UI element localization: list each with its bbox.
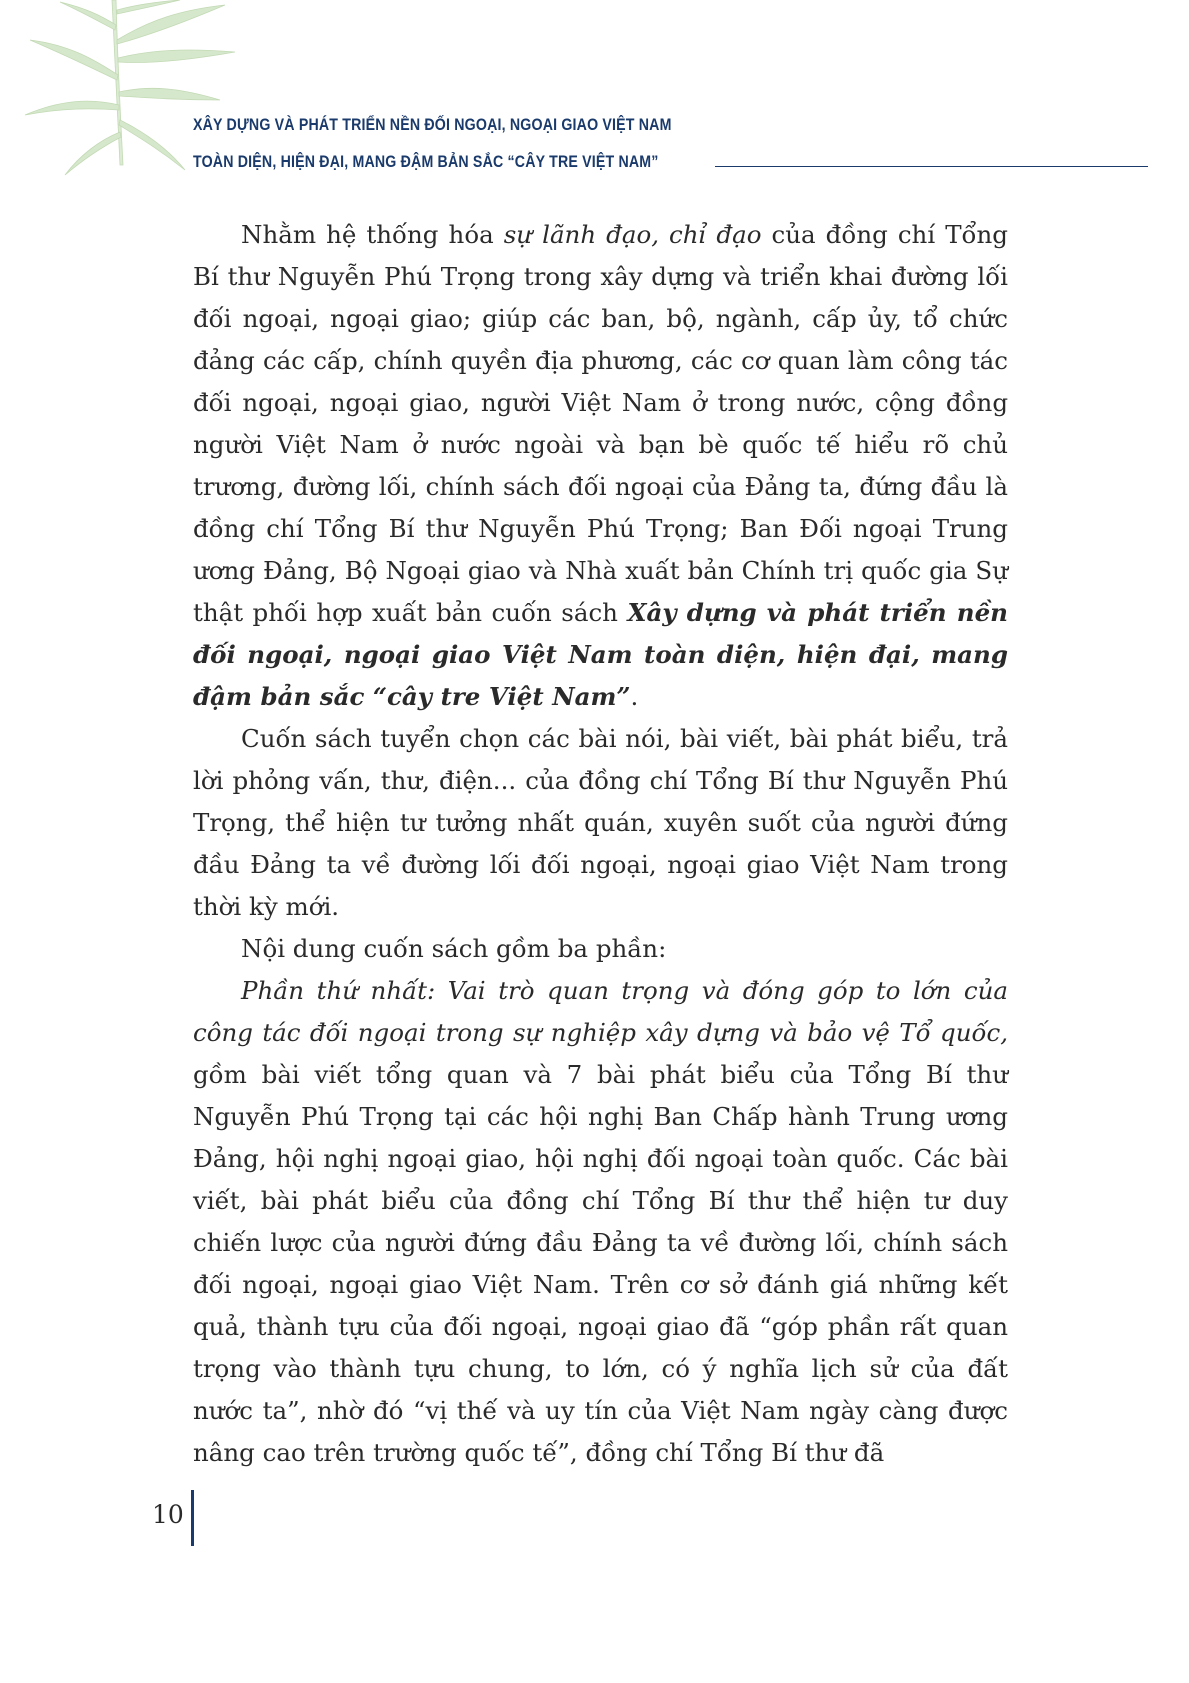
paragraph-2: Cuốn sách tuyển chọn các bài nói, bài viết, bài phát biểu, trả lời phỏng vấn, thư, điện... của đồng chí Tổng Bí thư Nguyễn Phú Trọng, thể hiện tư tưởng nhất quán, xuyên suốt của người đứng đầu Đảng ta về đường lối đối ngoại, ngoại giao Việt Nam trong thời kỳ mới. — [193, 724, 1008, 921]
header-title-line-1: XÂY DỰNG VÀ PHÁT TRIỂN NỀN ĐỐI NGOẠI, NGOẠI GIAO VIỆT NAM — [193, 116, 672, 134]
book-title: Xây dựng và phát triển nền đối ngoại, ngoại giao Việt Nam toàn diện, hiện đại, mang đậm bản sắc “cây tre Việt Nam” — [193, 598, 1008, 711]
page-body — [193, 214, 1008, 1474]
header-row-2 — [193, 150, 1148, 174]
paragraph-4 — [193, 970, 1008, 1474]
paragraph-4-text: gồm bài viết tổng quan và 7 bài phát biểu của Tổng Bí thư Nguyễn Phú Trọng tại các hội nghị Ban Chấp hành Trung ương Đảng, hội nghị ngoại giao, hội nghị đối ngoại toàn quốc. Các bài viết, bài phát biểu của đồng chí Tổng Bí thư thể hiện tư duy chiến lược của người đứng đầu Đảng ta về đường lối, chính sách đối ngoại, ngoại giao Việt Nam. Trên cơ sở đánh giá những kết quả, thành tựu của đối ngoại, ngoại giao đã “góp phần rất quan trọng vào thành tựu chung, to lớn, có ý nghĩa lịch sử của đất nước ta”, nhờ đó “vị thế và uy tín của Việt Nam ngày càng được nâng cao trên trường quốc tế”, đồng chí Tổng Bí thư đã — [193, 1060, 1008, 1467]
paragraph-3: Nội dung cuốn sách gồm ba phần: — [241, 934, 667, 963]
running-header — [193, 113, 1148, 174]
paragraph-1-text-e: . — [630, 682, 639, 711]
page-number: 10 — [152, 1500, 184, 1529]
paragraph-1-text-c: của đồng chí Tổng Bí thư Nguyễn Phú Trọng trong xây dựng và triển khai đường lối đối ngoại, ngoại giao; giúp các ban, bộ, ngành, cấp ủy, tổ chức đảng các cấp, chính quyền địa phương, các cơ quan làm công tác đối ngoại, ngoại giao, người Việt Nam ở trong nước, cộng đồng người Việt Nam ở nước ngoài và bạn bè quốc tế hiểu rõ chủ trương, đường lối, chính sách đối ngoại của Đảng ta, đứng đầu là đồng chí Tổng Bí thư Nguyễn Phú Trọng; Ban Đối ngoại Trung ương Đảng, Bộ Ngoại giao và Nhà xuất bản Chính trị quốc gia Sự thật phối hợp xuất bản cuốn sách — [193, 220, 1008, 627]
paragraph-1-italic: sự lãnh đạo, chỉ đạo — [503, 220, 762, 249]
paragraph-1 — [193, 214, 1008, 718]
header-title-line-2: TOÀN DIỆN, HIỆN ĐẠI, MANG ĐẬM BẢN SẮC “CÂY TRE VIỆT NAM” — [193, 153, 659, 171]
part-one-title: Phần thứ nhất: Vai trò quan trọng và đóng góp to lớn của công tác đối ngoại trong sự nghiệp xây dựng và bảo vệ Tổ quốc, — [193, 976, 1008, 1047]
paragraph-1-text-a: Nhằm hệ thống hóa — [241, 220, 504, 249]
page-number-rule — [191, 1490, 194, 1546]
header-rule — [715, 166, 1148, 167]
